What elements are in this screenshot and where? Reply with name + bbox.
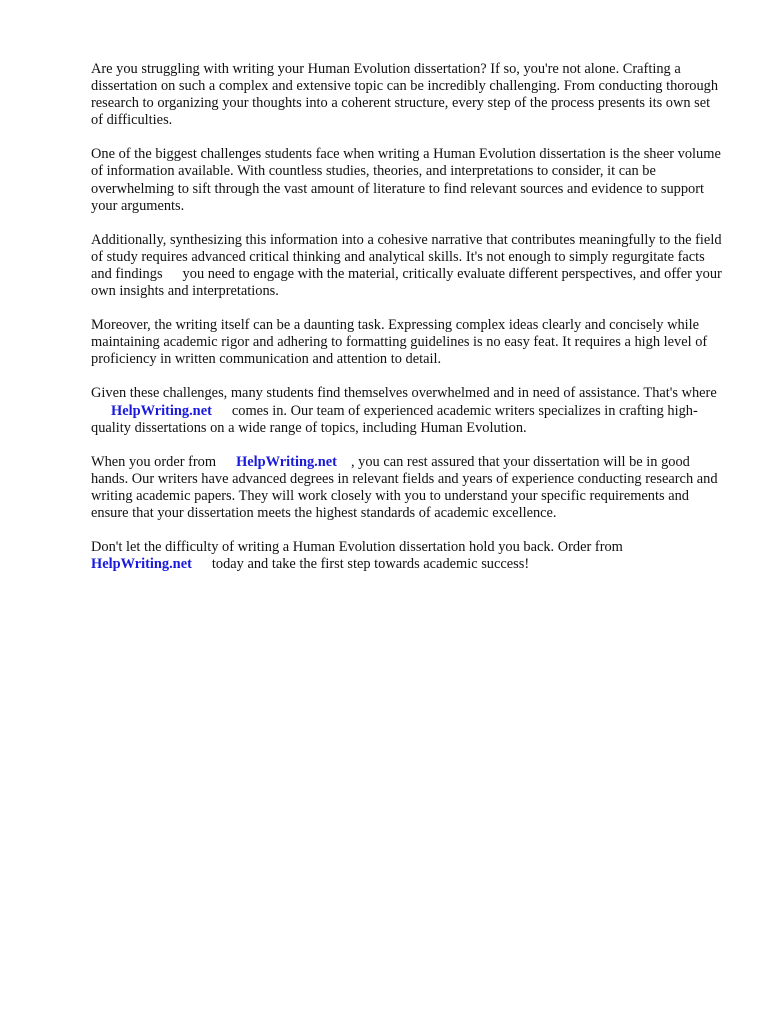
paragraph-synthesis-part2: you need to engage with the material, critically evaluate different perspectives, and offer your own insights and interpretations. [91,265,722,300]
paragraph-closing-before: Don't let the difficulty of writing a Human Evolution dissertation hold you back. Order from [91,539,623,556]
paragraph-closing-after: today and take the first step towards academic success! [211,556,530,573]
paragraph-challenges: One of the biggest challenges students face when writing a Human Evolution dissertation is the sheer volume of information available. With countless studies, theories, and interpretations to consider, it can be overwhelming to sift through the vast amount of literature to find relevant sources and evidence to support your arguments. [91,146,721,214]
document-body [91,61,723,590]
paragraph-order [91,454,723,522]
paragraph-order-after: , you can rest assured that your dissertation will be in good hands. Our writers have advanced degrees in relevant fields and years of experience conducting research and writing academic papers. They will work closely with you to understand your specific requirements and ensure that your dissertation meets the highest standards of academic excellence. [91,453,718,521]
helpwriting-link-1[interactable]: HelpWriting.net [111,402,212,419]
paragraph-order-before: When you order from [91,453,217,470]
paragraph-assistance-before: Given these challenges, many students find themselves overwhelmed and in need of assistance. That's where [91,385,717,402]
helpwriting-link-3[interactable]: HelpWriting.net [91,556,192,573]
paragraph-synthesis-part1: Additionally, synthesizing this information into a cohesive narrative that contributes meaningfully to the field of study requires advanced critical thinking and analytical skills. It's not enough to simply regurgitate facts and findings [91,231,722,282]
paragraph-writing-task: Moreover, the writing itself can be a daunting task. Expressing complex ideas clearly and concisely while maintaining academic rigor and adhering to formatting guidelines is no easy feat. It requires a high level of proficiency in written communication and attention to detail. [91,317,708,368]
helpwriting-link-2[interactable]: HelpWriting.net [236,453,337,470]
paragraph-assistance [91,385,723,436]
paragraph-intro: Are you struggling with writing your Human Evolution dissertation? If so, you're not alone. Crafting a dissertation on such a complex and extensive topic can be incredibly challenging. From conducting thorough research to organizing your thoughts into a coherent structure, every step of the process presents its own set of difficulties. [91,61,719,129]
paragraph-synthesis [91,232,723,300]
paragraph-assistance-after: comes in. Our team of experienced academic writers specializes in crafting high-quality dissertations on a wide range of topics, including Human Evolution. [91,402,698,436]
paragraph-closing [91,539,723,573]
